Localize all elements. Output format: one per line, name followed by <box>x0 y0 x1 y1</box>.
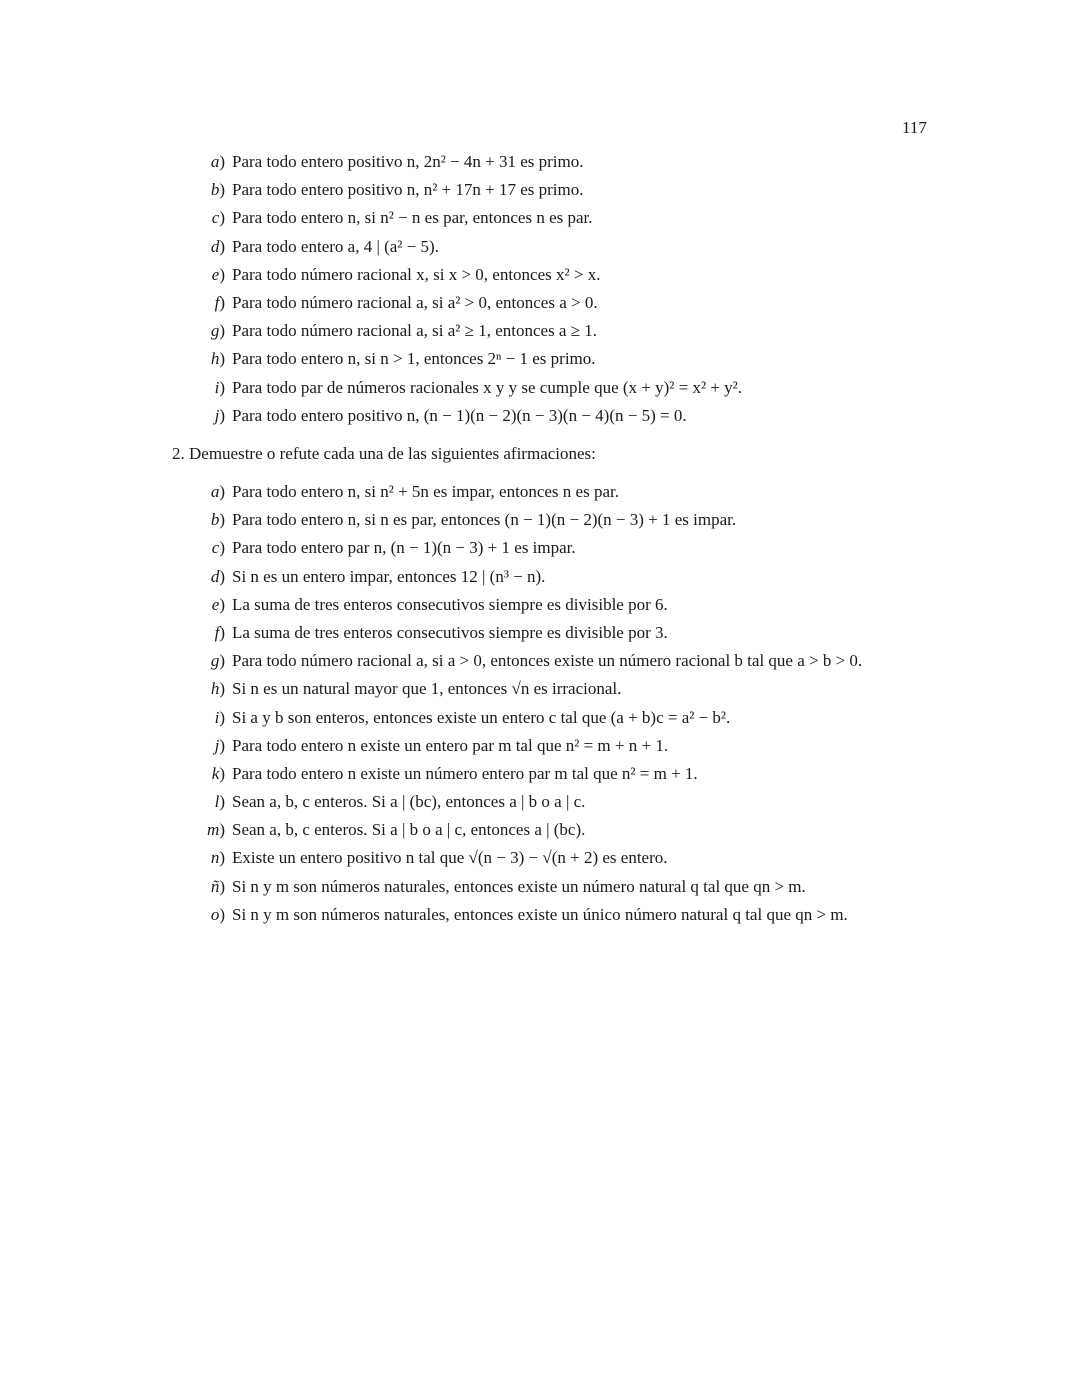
item-text: Sean a, b, c enteros. Si a | (bc), entonces a | b o a | c. <box>232 792 586 812</box>
list-item <box>172 876 930 897</box>
item-label: a) <box>210 482 225 501</box>
list-item <box>172 481 930 502</box>
item-text: Si n y m son números naturales, entonces existe un número natural q tal que qn > m. <box>232 876 806 896</box>
list-item <box>172 292 930 313</box>
list-item <box>172 348 930 369</box>
item-letter: c <box>211 208 220 228</box>
list-item <box>172 791 930 812</box>
item-letter: j <box>214 405 220 425</box>
exercise-2-sublist <box>172 481 930 932</box>
item-label: k) <box>211 763 225 783</box>
item-label: c) <box>211 538 225 558</box>
item-text: Para todo entero positivo n, 2n² − 4n + 31 es primo. <box>232 152 584 171</box>
item-letter: h <box>210 679 220 699</box>
item-text: Sean a, b, c enteros. Si a | b o a | c, entonces a | (bc). <box>232 820 586 840</box>
item-label: ñ) <box>210 876 225 896</box>
item-letter: e <box>211 594 220 614</box>
item-text: Si n es un natural mayor que 1, entonces √n es irracional. <box>232 679 622 699</box>
list-item <box>172 236 930 257</box>
list-item <box>172 678 930 699</box>
list-item <box>172 735 930 756</box>
item-label: e) <box>211 264 225 284</box>
item-letter: d <box>210 566 220 586</box>
item-letter: k <box>211 763 220 783</box>
item-letter: o <box>210 904 220 924</box>
list-item <box>172 320 930 341</box>
list-item <box>172 179 930 200</box>
exercise-1-sublist <box>172 151 930 433</box>
list-item <box>172 622 930 643</box>
item-text: Para todo entero n, si n > 1, entonces 2ⁿ − 1 es primo. <box>232 349 596 369</box>
item-label: i) <box>214 707 225 727</box>
item-label: m) <box>207 820 225 840</box>
exercise-2-heading <box>172 443 596 464</box>
exercise-number: 2. <box>172 444 185 463</box>
item-label: f) <box>214 622 225 642</box>
item-label: e) <box>211 594 225 614</box>
list-item <box>172 847 930 868</box>
item-text: Para todo entero n existe un entero par m tal que n² = m + n + 1. <box>232 735 669 755</box>
item-label: i) <box>214 377 225 397</box>
list-item <box>172 151 930 172</box>
item-label: h) <box>210 349 225 369</box>
item-text: Para todo entero n, si n² + 5n es impar, entonces n es par. <box>232 482 619 501</box>
item-label: a) <box>210 152 225 171</box>
item-letter: c <box>211 538 220 558</box>
item-letter: n <box>210 848 220 868</box>
item-label: l) <box>214 792 225 812</box>
item-text: Si a y b son enteros, entonces existe un entero c tal que (a + b)c = a² − b². <box>232 707 731 727</box>
item-letter: g <box>210 321 220 341</box>
list-item <box>172 707 930 728</box>
item-label: d) <box>210 566 225 586</box>
page-number: 117 <box>902 118 927 137</box>
item-label: j) <box>214 735 225 755</box>
list-item <box>172 537 930 558</box>
item-letter: g <box>210 651 220 671</box>
item-letter: i <box>214 377 220 397</box>
list-item <box>172 650 930 671</box>
list-item <box>172 763 930 784</box>
item-text: Para todo número racional x, si x > 0, entonces x² > x. <box>232 264 601 284</box>
item-label: h) <box>210 679 225 699</box>
item-letter: l <box>214 792 220 812</box>
item-text: Para todo entero par n, (n − 1)(n − 3) + 1 es impar. <box>232 538 576 558</box>
item-text: Para todo entero positivo n, (n − 1)(n − 2)(n − 3)(n − 4)(n − 5) = 0. <box>232 405 687 425</box>
item-text: Existe un entero positivo n tal que √(n − 3) − √(n + 2) es entero. <box>232 848 668 868</box>
item-label: n) <box>210 848 225 868</box>
item-text: Para todo entero n, si n es par, entonces (n − 1)(n − 2)(n − 3) + 1 es impar. <box>232 510 737 530</box>
list-item <box>172 594 930 615</box>
item-letter: a <box>210 482 220 501</box>
list-item <box>172 207 930 228</box>
item-text: Para todo número racional a, si a² ≥ 1, entonces a ≥ 1. <box>232 321 598 341</box>
list-item <box>172 819 930 840</box>
item-letter: b <box>210 510 220 530</box>
item-label: o) <box>210 904 225 924</box>
list-item <box>172 509 930 530</box>
item-text: Si n es un entero impar, entonces 12 | (n³ − n). <box>232 566 546 586</box>
item-letter: j <box>214 735 220 755</box>
item-letter: e <box>211 264 220 284</box>
list-item <box>172 405 930 426</box>
list-item <box>172 566 930 587</box>
item-label: g) <box>210 651 225 671</box>
item-letter: d <box>210 236 220 256</box>
item-text: Para todo entero n, si n² − n es par, entonces n es par. <box>232 208 593 228</box>
item-text: Para todo entero n existe un número entero par m tal que n² = m + 1. <box>232 763 698 783</box>
list-item <box>172 264 930 285</box>
item-text: Para todo número racional a, si a² > 0, entonces a > 0. <box>232 292 598 312</box>
list-item <box>172 904 930 925</box>
item-text: Si n y m son números naturales, entonces existe un único número natural q tal que qn > m. <box>232 904 848 924</box>
item-letter: a <box>210 152 220 171</box>
item-text: Para todo entero a, 4 | (a² − 5). <box>232 236 439 256</box>
exercise-statement: Demuestre o refute cada una de las siguientes afirmaciones: <box>189 444 596 463</box>
item-text: Para todo número racional a, si a > 0, entonces existe un número racional b tal que a > b > 0. <box>232 651 863 671</box>
item-text: La suma de tres enteros consecutivos siempre es divisible por 6. <box>232 594 668 614</box>
item-label: f) <box>214 292 225 312</box>
item-text: Para todo entero positivo n, n² + 17n + 17 es primo. <box>232 180 584 200</box>
item-letter: ñ <box>210 876 220 896</box>
item-label: b) <box>210 510 225 530</box>
item-letter: m <box>207 820 220 840</box>
item-label: g) <box>210 321 225 341</box>
item-text: La suma de tres enteros consecutivos siempre es divisible por 3. <box>232 622 668 642</box>
item-letter: b <box>210 180 220 200</box>
item-text: Para todo par de números racionales x y y se cumple que (x + y)² = x² + y². <box>232 377 742 397</box>
item-label: b) <box>210 180 225 200</box>
item-letter: h <box>210 349 220 369</box>
item-letter: f <box>214 622 220 642</box>
item-letter: i <box>214 707 220 727</box>
item-letter: f <box>214 292 220 312</box>
item-label: j) <box>214 405 225 425</box>
item-label: d) <box>210 236 225 256</box>
item-label: c) <box>211 208 225 228</box>
list-item <box>172 377 930 398</box>
